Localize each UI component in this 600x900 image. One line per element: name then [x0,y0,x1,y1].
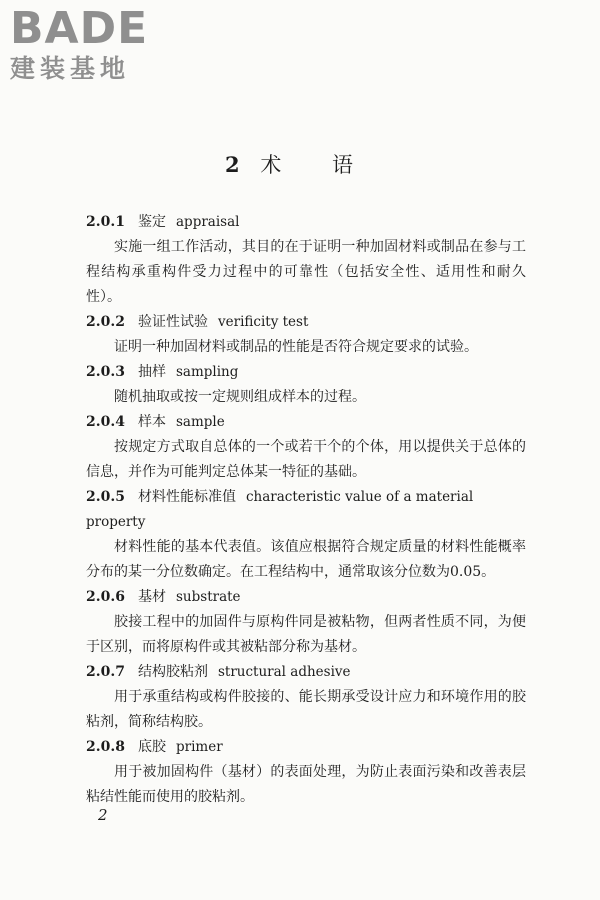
term-number: 2.0.6 [86,589,125,605]
term-definition: 实施一组工作活动，其目的在于证明一种加固材料或制品在参与工程结构承重构件受力过程中的可靠性（包括安全性、适用性和耐久性）。 [86,239,526,305]
brand-logo [10,3,180,84]
term-definition: 证明一种加固材料或制品的性能是否符合规定要求的试验。 [114,339,478,355]
chapter-number: 2 [225,152,240,177]
term-definition: 材料性能的基本代表值。该值应根据符合规定质量的材料性能概率分布的某一分位数确定。在工程结构中，通常取该分位数为0.05。 [86,539,526,580]
term-heading [86,585,526,610]
term-heading [86,210,526,235]
term-chinese: 材料性能标准值 [138,489,236,505]
logo-subtitle: 建装基地 [10,54,131,83]
term-english: appraisal [176,214,240,230]
term-entry [86,410,526,485]
term-entry [86,585,526,660]
term-number: 2.0.5 [86,489,125,505]
chapter-title [0,150,600,180]
term-english: sampling [176,364,239,380]
term-english: verificity test [218,314,309,330]
term-heading [86,410,526,435]
term-number: 2.0.3 [86,364,125,380]
term-chinese: 验证性试验 [138,314,208,330]
term-definition: 胶接工程中的加固件与原构件同是被粘物，但两者性质不同，为便于区别，而将原构件或其被粘部分称为基材。 [86,614,526,655]
term-english: structural adhesive [218,664,351,680]
term-english: primer [176,739,223,755]
term-entry [86,660,526,735]
term-chinese: 样本 [138,414,166,430]
term-english: characteristic value of a material property [86,489,474,530]
logo-wordmark: BADE [10,3,149,54]
term-definition: 用于承重结构或构件胶接的、能长期承受设计应力和环境作用的胶粘剂，简称结构胶。 [86,689,526,730]
term-chinese: 鉴定 [138,214,166,230]
term-number: 2.0.7 [86,664,125,680]
term-entry [86,210,526,310]
chapter-name: 术 语 [260,153,375,177]
term-number: 2.0.1 [86,214,125,230]
term-entry [86,310,526,360]
page-number: 2 [98,806,108,824]
term-entry [86,735,526,810]
term-number: 2.0.8 [86,739,125,755]
term-chinese: 抽样 [138,364,166,380]
terms-list [86,210,526,810]
term-english: sample [176,414,225,430]
term-entry [86,485,526,585]
term-heading [86,485,526,535]
term-heading [86,310,526,335]
term-heading [86,735,526,760]
term-definition: 随机抽取或按一定规则组成样本的过程。 [114,389,366,405]
term-chinese: 底胶 [138,739,166,755]
term-number: 2.0.2 [86,314,125,330]
term-english: substrate [176,589,241,605]
term-definition: 用于被加固构件（基材）的表面处理，为防止表面污染和改善表层粘结性能而使用的胶粘剂。 [86,764,526,805]
term-number: 2.0.4 [86,414,125,430]
term-heading [86,660,526,685]
term-definition: 按规定方式取自总体的一个或若干个的个体，用以提供关于总体的信息，并作为可能判定总体某一特征的基础。 [86,439,526,480]
term-chinese: 结构胶粘剂 [138,664,208,680]
term-entry [86,360,526,410]
term-chinese: 基材 [138,589,166,605]
term-heading [86,360,526,385]
